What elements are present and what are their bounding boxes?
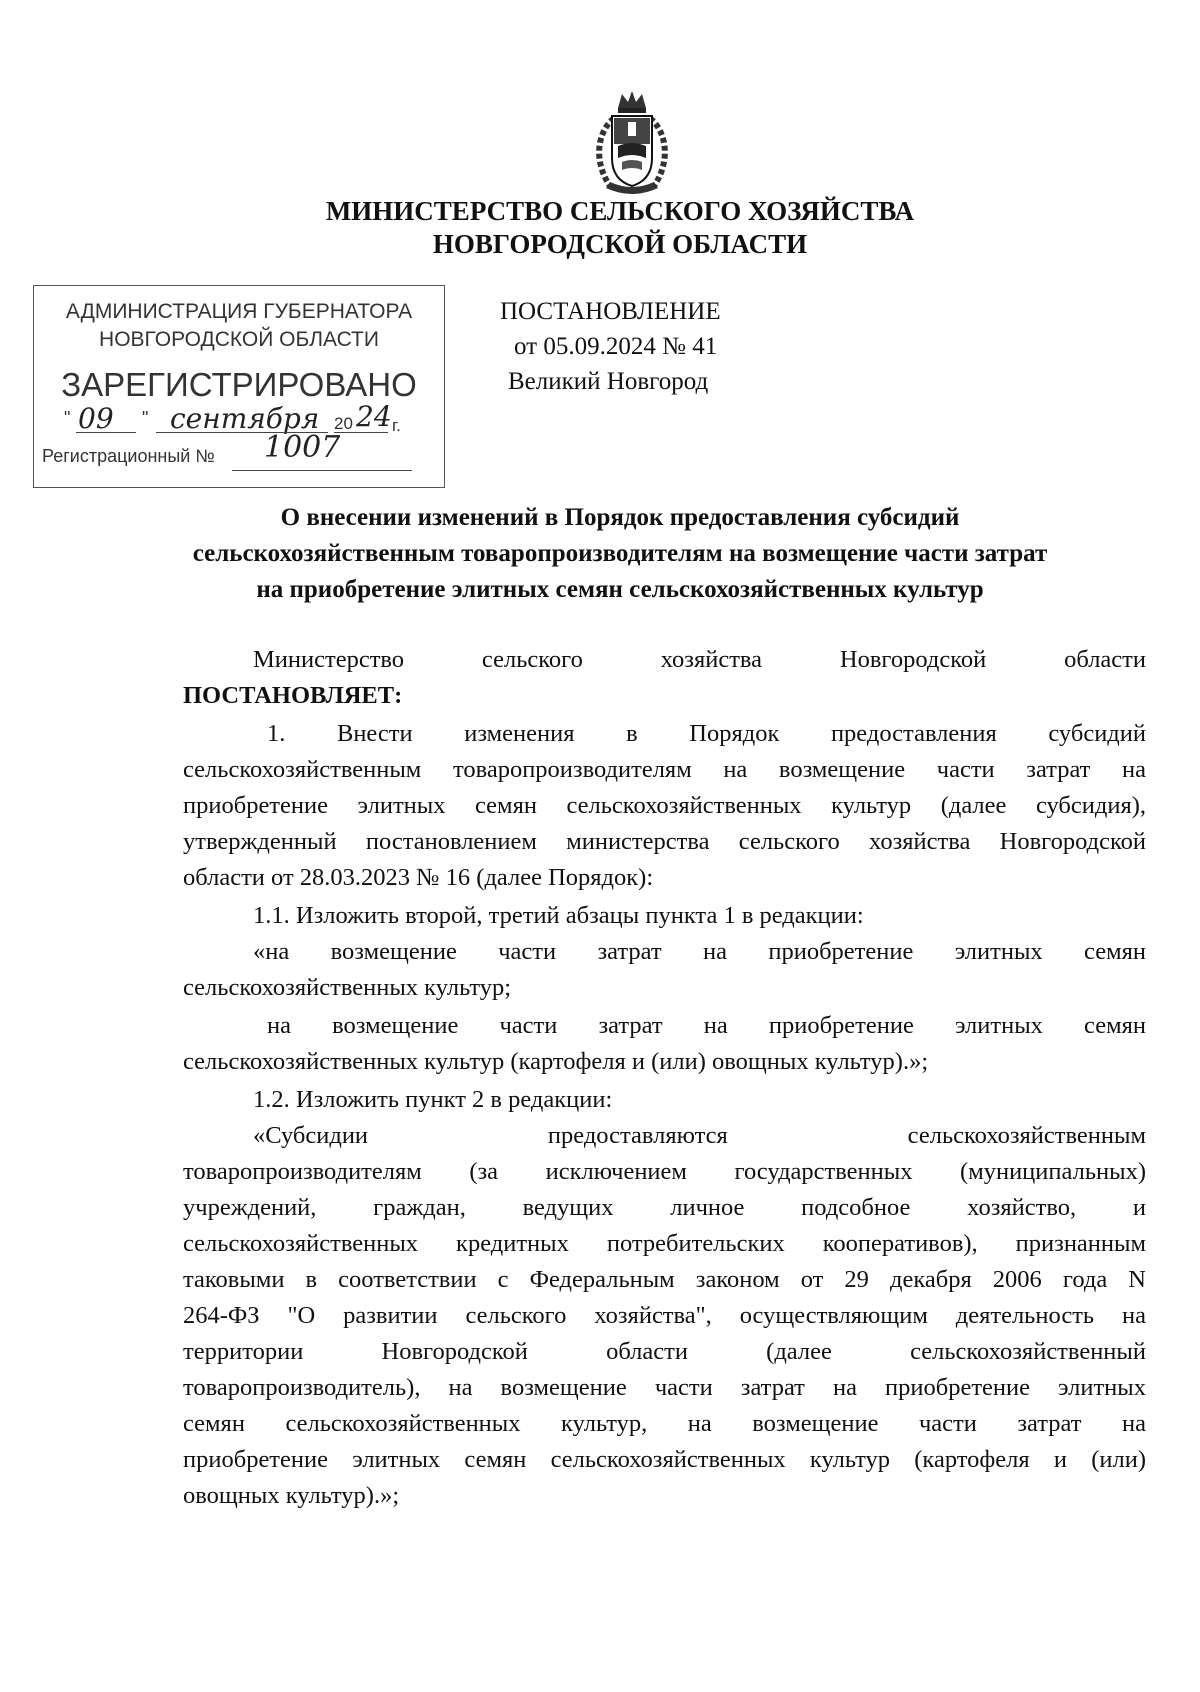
stamp-line2: НОВГОРОДСКОЙ ОБЛАСТИ bbox=[99, 328, 379, 351]
body-line: сельскохозяйственным товаропроизводителям на возмещение части затрат на bbox=[183, 756, 1146, 783]
body-line: 1. Внести изменения в Порядок предоставления субсидий bbox=[267, 720, 1146, 747]
body-line: овощных культур).»; bbox=[183, 1482, 400, 1509]
decree-city: Великий Новгород bbox=[508, 368, 709, 395]
body-line: сельскохозяйственных кредитных потребительских кооперативов), признанным bbox=[183, 1230, 1146, 1257]
body-line: территории Новгородской области (далее сельскохозяйственный bbox=[183, 1338, 1146, 1365]
body-line: на возмещение части затрат на приобретение элитных семян bbox=[267, 1012, 1146, 1039]
registration-stamp bbox=[33, 285, 445, 488]
body-line: 264-ФЗ "О развитии сельского хозяйства", осуществляющим деятельность на bbox=[183, 1302, 1146, 1329]
stamp-reg-label: Регистрационный № bbox=[42, 446, 215, 466]
decree-type: ПОСТАНОВЛЕНИЕ bbox=[500, 298, 721, 325]
stamp-registered: ЗАРЕГИСТРИРОВАНО bbox=[61, 366, 417, 403]
body-line: товаропроизводителям (за исключением государственных (муниципальных) bbox=[183, 1158, 1146, 1185]
decree-number-date: от 05.09.2024 № 41 bbox=[514, 333, 718, 360]
body-line: таковыми в соответствии с Федеральным законом от 29 декабря 2006 года N bbox=[183, 1266, 1146, 1293]
stamp-year-prefix: 20 bbox=[334, 414, 353, 433]
body-line: «Субсидии предоставляются сельскохозяйственным bbox=[253, 1122, 1146, 1149]
coat-of-arms-icon bbox=[588, 88, 676, 200]
body-line: приобретение элитных семян сельскохозяйственных культур (картофеля и (или) bbox=[183, 1446, 1146, 1473]
body-line: 1.1. Изложить второй, третий абзацы пункта 1 в редакции: bbox=[253, 902, 864, 929]
document-title-line2: сельскохозяйственным товаропроизводителям на возмещение части затрат bbox=[192, 540, 1048, 567]
document-title-line3: на приобретение элитных семян сельскохозяйственных культур bbox=[256, 576, 984, 603]
stamp-date-day: 09 bbox=[78, 402, 114, 435]
stamp-year-unit: г. bbox=[392, 416, 401, 435]
body-line: области от 28.03.2023 № 16 (далее Порядок): bbox=[183, 864, 654, 891]
body-line: товаропроизводитель), на возмещение части затрат на приобретение элитных bbox=[183, 1374, 1146, 1401]
stamp-reg-number: 1007 bbox=[264, 430, 341, 465]
body-line: «на возмещение части затрат на приобретение элитных семян bbox=[253, 938, 1146, 965]
body-line: утвержденный постановлением министерства сельского хозяйства Новгородской bbox=[183, 828, 1146, 855]
stamp-date-month: сентября bbox=[170, 402, 320, 435]
stamp-registration bbox=[42, 430, 442, 476]
body-line: сельскохозяйственных культур; bbox=[183, 974, 512, 1001]
body-line: приобретение элитных семян сельскохозяйственных культур (далее субсидия), bbox=[183, 792, 1146, 819]
body-line: сельскохозяйственных культур (картофеля и (или) овощных культур).»; bbox=[183, 1048, 929, 1075]
stamp-date: " 09 " сентября 20 24 г. bbox=[64, 400, 401, 435]
ministry-name-line2: НОВГОРОДСКОЙ ОБЛАСТИ bbox=[432, 229, 808, 259]
body-line: Министерство сельского хозяйства Новгородской области bbox=[253, 646, 1146, 673]
body-line: семян сельскохозяйственных культур, на возмещение части затрат на bbox=[183, 1410, 1146, 1437]
body-line: 1.2. Изложить пункт 2 в редакции: bbox=[253, 1086, 613, 1113]
document-title-line1: О внесении изменений в Порядок предоставления субсидий bbox=[280, 504, 960, 531]
body-line-decrees: ПОСТАНОВЛЯЕТ: bbox=[183, 682, 403, 709]
stamp-line1: АДМИНИСТРАЦИЯ ГУБЕРНАТОРА bbox=[65, 300, 413, 323]
stamp-year-suffix: 24 bbox=[356, 400, 392, 433]
ministry-name-line1: МИНИСТЕРСТВО СЕЛЬСКОГО ХОЗЯЙСТВА bbox=[325, 196, 915, 226]
body-line: учреждений, граждан, ведущих личное подсобное хозяйство, и bbox=[183, 1194, 1146, 1221]
